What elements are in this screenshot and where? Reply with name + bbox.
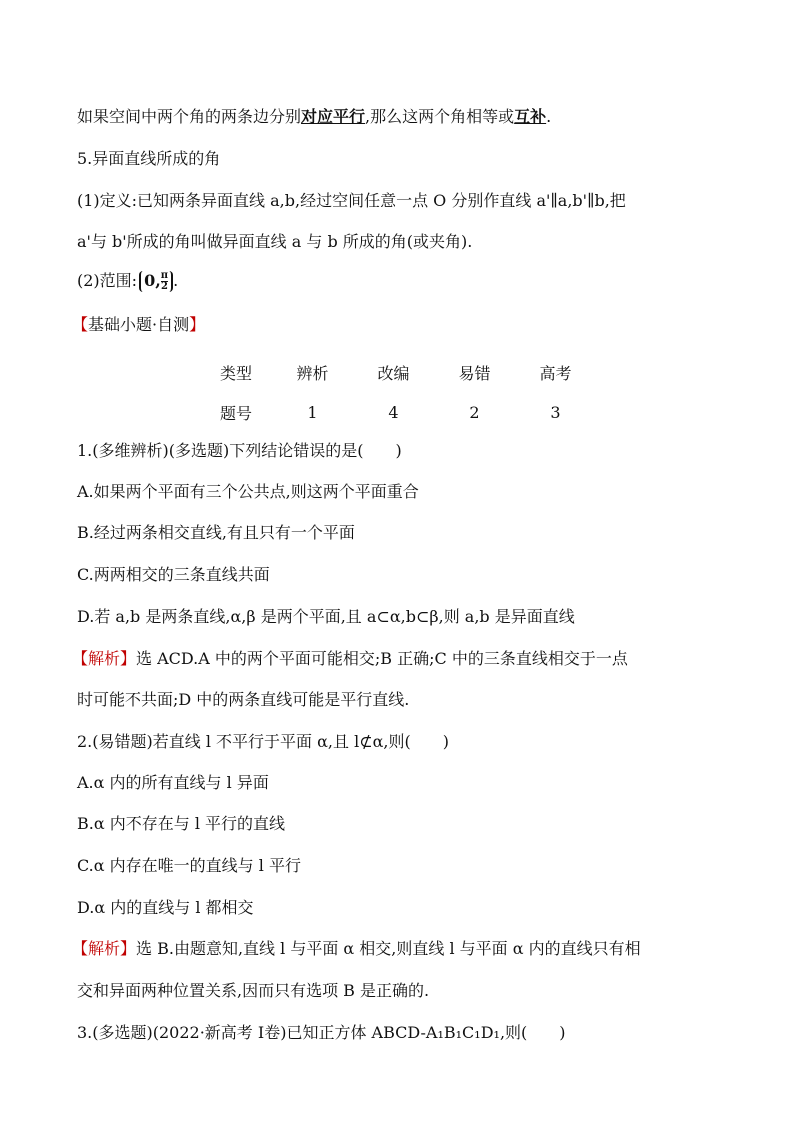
emphasis-supplementary: 互补: [514, 107, 547, 126]
analysis-label: 【解析】: [72, 649, 137, 668]
question-2-option-d: D.α 内的直线与 l 都相交: [77, 898, 254, 917]
question-1-analysis-line2: 时可能不共面;D 中的两条直线可能是平行直线.: [77, 690, 410, 709]
range-left: 0,: [144, 271, 161, 290]
question-type-table: [200, 352, 596, 432]
table-cell: 题号: [219, 403, 252, 423]
intro-prefix: 如果空间中两个角的两条边分别: [77, 107, 302, 126]
quiz-title-close: 】: [189, 315, 206, 334]
table-cell: 3: [550, 402, 561, 422]
analysis-label: 【解析】: [72, 939, 137, 958]
table-row-types: [200, 352, 596, 392]
table-cell: 4: [388, 402, 399, 422]
table-row-numbers: [200, 392, 596, 432]
table-cell: 1: [307, 402, 318, 422]
intro-suffix: .: [546, 107, 552, 126]
question-1-option-c: C.两两相交的三条直线共面: [77, 565, 270, 584]
quiz-title-open: 【: [72, 315, 89, 334]
section5-range: [77, 270, 178, 292]
question-2-option-a: A.α 内的所有直线与 l 异面: [77, 773, 269, 792]
question-1-analysis-line1: [72, 648, 628, 670]
analysis-text: 选 ACD.A 中的两个平面可能相交;B 正确;C 中的三条直线相交于一点: [136, 649, 628, 668]
section5-definition-line2: a'与 b'所成的角叫做异面直线 a 与 b 所成的角(或夹角).: [77, 232, 473, 251]
table-cell: 易错: [458, 363, 491, 383]
quiz-title: [72, 314, 205, 336]
table-cell: 2: [469, 402, 480, 422]
question-1-stem: 1.(多维辨析)(多选题)下列结论错误的是( ): [77, 441, 402, 460]
question-1-option-a: A.如果两个平面有三个公共点,则这两个平面重合: [77, 482, 419, 501]
section5-definition-line1: (1)定义:已知两条异面直线 a,b,经过空间任意一点 O 分别作直线 a'∥a,b'∥b,把: [77, 191, 626, 210]
question-2-analysis-line1: [72, 938, 641, 960]
question-1-option-d: D.若 a,b 是两条直线,α,β 是两个平面,且 a⊂α,b⊂β,则 a,b 是异面直线: [77, 607, 575, 626]
table-cell: 类型: [219, 363, 252, 383]
intro-middle: ,那么这两个角相等或: [365, 107, 515, 126]
section5-heading: 5.异面直线所成的角: [77, 149, 221, 168]
range-numerator: π: [160, 270, 169, 281]
question-3-stem: 3.(多选题)(2022·新高考 Ⅰ卷)已知正方体 ABCD-A₁B₁C₁D₁,则( ): [77, 1023, 566, 1042]
range-prefix: (2)范围:: [77, 271, 138, 290]
question-1-option-b: B.经过两条相交直线,有且只有一个平面: [77, 523, 355, 542]
question-2-option-c: C.α 内存在唯一的直线与 l 平行: [77, 856, 301, 875]
table-cell: 高考: [539, 363, 572, 383]
question-2-stem: 2.(易错题)若直线 l 不平行于平面 α,且 l⊄α,则( ): [77, 732, 450, 751]
question-2-option-b: B.α 内不存在与 l 平行的直线: [77, 814, 286, 833]
emphasis-corresponding-parallel: 对应平行: [301, 107, 366, 126]
range-suffix: .: [173, 271, 179, 290]
quiz-title-text: 基础小题·自测: [88, 315, 190, 334]
intro-paragraph: [77, 106, 551, 128]
table-cell: 改编: [377, 363, 410, 383]
table-cell: 辨析: [296, 363, 329, 383]
range-denominator: 2: [160, 281, 168, 292]
range-interval: [139, 271, 173, 292]
question-2-analysis-line2: 交和异面两种位置关系,因而只有选项 B 是正确的.: [77, 981, 430, 1000]
range-fraction: [161, 271, 168, 292]
analysis-text: 选 B.由题意知,直线 l 与平面 α 相交,则直线 l 与平面 α 内的直线只有相: [136, 939, 641, 958]
